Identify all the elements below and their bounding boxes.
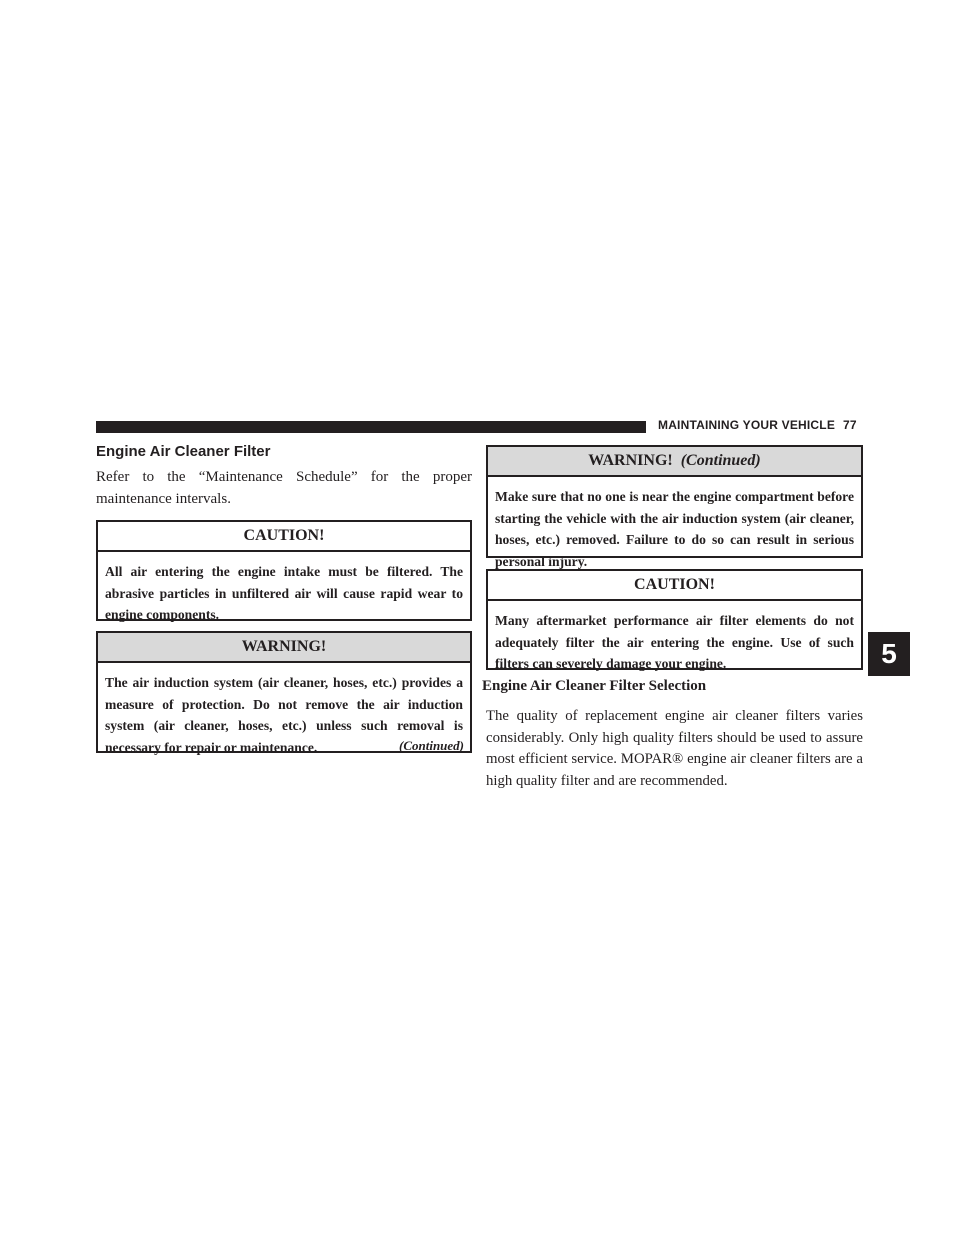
- filter-selection-paragraph: The quality of replacement engine air cleaner filters varies considerably. Only high quality filters should be used to assure most efficient service. MOPAR® engine air cleaner filters are a high quality filter and are recommended.: [486, 708, 863, 789]
- warning-text: The air induction system (air cleaner, hoses, etc.) provides a measure of protection. Do not remove the air induction system (air cleaner, hoses, etc.) unless such removal is necessary for repair or maintenance.: [105, 675, 463, 755]
- running-header: [658, 418, 857, 432]
- continued-label: (Continued): [680, 452, 761, 469]
- warning-continued-title: [488, 447, 861, 477]
- caution-title-right: CAUTION!: [488, 571, 861, 601]
- intro-paragraph: Refer to the “Maintenance Schedule” for the proper maintenance intervals.: [96, 469, 472, 507]
- caution-text: All air entering the engine intake must be filtered. The abrasive particles in unfiltered air will cause rapid wear to engine components.: [105, 564, 463, 622]
- warning-title: WARNING!: [98, 633, 470, 663]
- header-rule: [96, 421, 646, 433]
- section-title: MAINTAINING YOUR VEHICLE: [658, 418, 836, 432]
- page-number: 77: [843, 418, 857, 432]
- chapter-tab[interactable]: 5: [868, 632, 910, 676]
- warning-continued-box: [486, 445, 863, 569]
- warning-continued-text: Make sure that no one is near the engine compartment before starting the vehicle with the air induction system (air cleaner, hoses, etc.) removed. Failure to do so can result in serious personal injury.: [495, 489, 854, 569]
- section-heading: Engine Air Cleaner Filter: [96, 443, 271, 460]
- caution-title: CAUTION!: [98, 522, 470, 552]
- continued-note: (Continued): [398, 738, 464, 753]
- subheading: Engine Air Cleaner Filter Selection: [482, 678, 707, 694]
- caution-box-right: [486, 569, 863, 670]
- caution-text-right: Many aftermarket performance air filter elements do not adequately filter the air entering the engine. Use of such filters can severely damage your engine.: [495, 613, 854, 671]
- warning-continued-label: WARNING!: [588, 452, 673, 469]
- caution-box: [96, 520, 472, 621]
- warning-box: [96, 631, 472, 753]
